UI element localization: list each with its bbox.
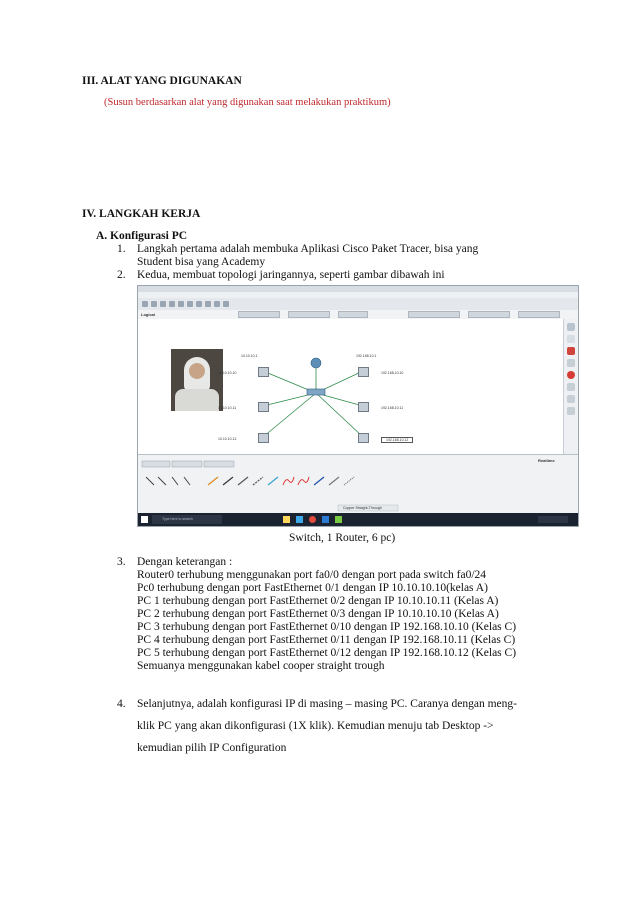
edge-icon[interactable]	[296, 516, 303, 523]
paste-icon	[187, 301, 193, 307]
system-tray-clock	[538, 516, 568, 523]
taskbar-search-text: Type here to search	[162, 517, 193, 521]
right-toolbar	[563, 319, 579, 454]
realtime-label: Realtime	[538, 458, 555, 463]
figure-caption: Switch, 1 Router, 6 pc)	[289, 532, 396, 544]
logical-tab-label: Logical	[141, 312, 156, 317]
move-object-segment	[338, 311, 368, 318]
place-note-icon[interactable]	[567, 371, 575, 379]
webcam-body	[175, 389, 219, 411]
step-2-number: 2.	[117, 269, 126, 281]
pc4-ip-label: 192.168.10.11	[381, 406, 404, 410]
zoom-in-icon	[214, 301, 220, 307]
logical-workspace[interactable]	[138, 319, 563, 454]
pc5-ip-label: 192.168.10.12	[381, 437, 413, 443]
cable-icon-set-1	[146, 477, 190, 485]
step-3-line: PC 3 terhubung dengan port FastEthernet 0/10 dengan IP 192.168.10.10 (Kelas C)	[137, 621, 517, 633]
step-3-line: PC 2 terhubung dengan port FastEthernet 0/3 dengan IP 10.10.10.10 (Kelas A)	[137, 608, 499, 620]
save-icon	[160, 301, 166, 307]
inspect-icon[interactable]	[567, 335, 575, 343]
set-tiled-background-segment	[408, 311, 460, 318]
coaxial-icon	[329, 477, 339, 485]
step-1-number: 1.	[117, 243, 126, 255]
device-type-tab[interactable]	[142, 461, 170, 467]
phone-cable-icon	[314, 477, 324, 485]
step-3-line: Pc0 terhubung dengan port FastEthernet 0/1 dengan IP 10.10.10.10(kelas A)	[137, 582, 488, 594]
word-icon[interactable]	[322, 516, 329, 523]
webcam-face	[189, 363, 205, 379]
auto-connection-icon	[208, 477, 218, 485]
pc3-icon[interactable]	[358, 367, 369, 377]
step-4-line: Selanjutnya, adalah konfigurasi IP di masing – masing PC. Caranya dengan meng-	[137, 698, 517, 710]
step-3-line: PC 4 terhubung dengan port FastEthernet 0/11 dengan IP 192.168.10.11 (Kelas C)	[137, 634, 516, 646]
redo-icon	[205, 301, 211, 307]
windows-start-icon[interactable]	[141, 516, 148, 523]
section-3-heading: III. ALAT YANG DIGUNAKAN	[82, 75, 242, 87]
pc3-ip-label: 192.168.10.10	[381, 371, 404, 375]
step-1-line-2: Student bisa yang Academy	[137, 256, 266, 268]
new-file-icon	[142, 301, 148, 307]
section-4-heading: IV. LANGKAH KERJA	[82, 208, 201, 220]
file-explorer-icon[interactable]	[283, 516, 290, 523]
copy-icon	[178, 301, 184, 307]
device-model-tab[interactable]	[172, 461, 202, 467]
step-4-line: klik PC yang akan dikonfigurasi (1X klik). Kemudian menuju tab Desktop ->	[137, 720, 494, 732]
viewport-segment	[468, 311, 510, 318]
print-icon	[169, 301, 175, 307]
pc1-ip-label: 10.10.10.11	[218, 406, 237, 410]
chrome-icon[interactable]	[309, 516, 316, 523]
console-cable-icon	[223, 477, 233, 485]
step-4-number: 4.	[117, 698, 126, 710]
connection-tab[interactable]	[204, 461, 234, 467]
pc1-icon[interactable]	[258, 402, 269, 412]
straight-through-icon	[238, 477, 248, 485]
step-3-line: Router0 terhubung menggunakan port fa0/0 dengan port pada switch fa0/24	[137, 569, 487, 581]
serial-dce-icon	[283, 477, 294, 485]
add-complex-pdu-icon[interactable]	[567, 407, 575, 415]
step-3-line: PC 1 terhubung dengan port FastEthernet 0/2 dengan IP 10.10.10.11 (Kelas A)	[137, 595, 499, 607]
new-cluster-segment	[288, 311, 330, 318]
crossover-icon	[253, 477, 263, 485]
octal-cable-icon	[344, 477, 354, 485]
pc5-icon[interactable]	[358, 433, 369, 443]
router-icon	[311, 358, 321, 368]
pc2-ip-label: 10.10.10.12	[218, 437, 237, 441]
environment-segment	[518, 311, 560, 318]
router-right-ip-label: 192.168.10.1	[356, 354, 377, 358]
step-3-line: Semuanya menggunakan kabel cooper straight trough	[137, 660, 385, 672]
step-4-line: kemudian pilih IP Configuration	[137, 742, 287, 754]
pc2-icon[interactable]	[258, 433, 269, 443]
cable-tip-text: Copper Straight-Through	[343, 506, 382, 510]
pc4-icon[interactable]	[358, 402, 369, 412]
step-1-line-1: Langkah pertama adalah membuka Aplikasi Cisco Paket Tracer, bisa yang	[137, 243, 479, 255]
root-segment	[238, 311, 280, 318]
step-3-line: PC 5 terhubung dengan port FastEthernet 0/12 dengan IP 192.168.10.12 (Kelas C)	[137, 647, 517, 659]
webcam-overlay	[171, 349, 223, 411]
undo-icon	[196, 301, 202, 307]
pc0-ip-label: 10.10.10.10	[218, 371, 237, 375]
fiber-icon	[268, 477, 278, 485]
resize-icon[interactable]	[567, 359, 575, 367]
delete-icon[interactable]	[567, 347, 575, 355]
packet-tracer-taskbar-icon[interactable]	[335, 516, 342, 523]
bottom-panel	[138, 454, 578, 514]
windows-taskbar	[138, 513, 578, 526]
router-left-ip-label: 10.10.10.1	[241, 354, 258, 358]
select-icon[interactable]	[567, 323, 575, 331]
serial-dte-icon	[298, 477, 309, 485]
subheading-konfigurasi-pc: A. Konfigurasi PC	[96, 230, 188, 242]
add-simple-pdu-icon[interactable]	[567, 395, 575, 403]
step-3-line: Dengan keterangan :	[137, 556, 233, 568]
section-3-note: (Susun berdasarkan alat yang digunakan saat melakukan praktikum)	[104, 97, 391, 108]
pc0-icon[interactable]	[258, 367, 269, 377]
zoom-out-icon	[223, 301, 229, 307]
switch-icon	[307, 389, 325, 395]
draw-line-icon[interactable]	[567, 383, 575, 391]
step-3-number: 3.	[117, 556, 126, 568]
open-file-icon	[151, 301, 157, 307]
packet-tracer-screenshot	[137, 285, 579, 527]
step-2-line-1: Kedua, membuat topologi jaringannya, seperti gambar dibawah ini	[137, 269, 445, 281]
